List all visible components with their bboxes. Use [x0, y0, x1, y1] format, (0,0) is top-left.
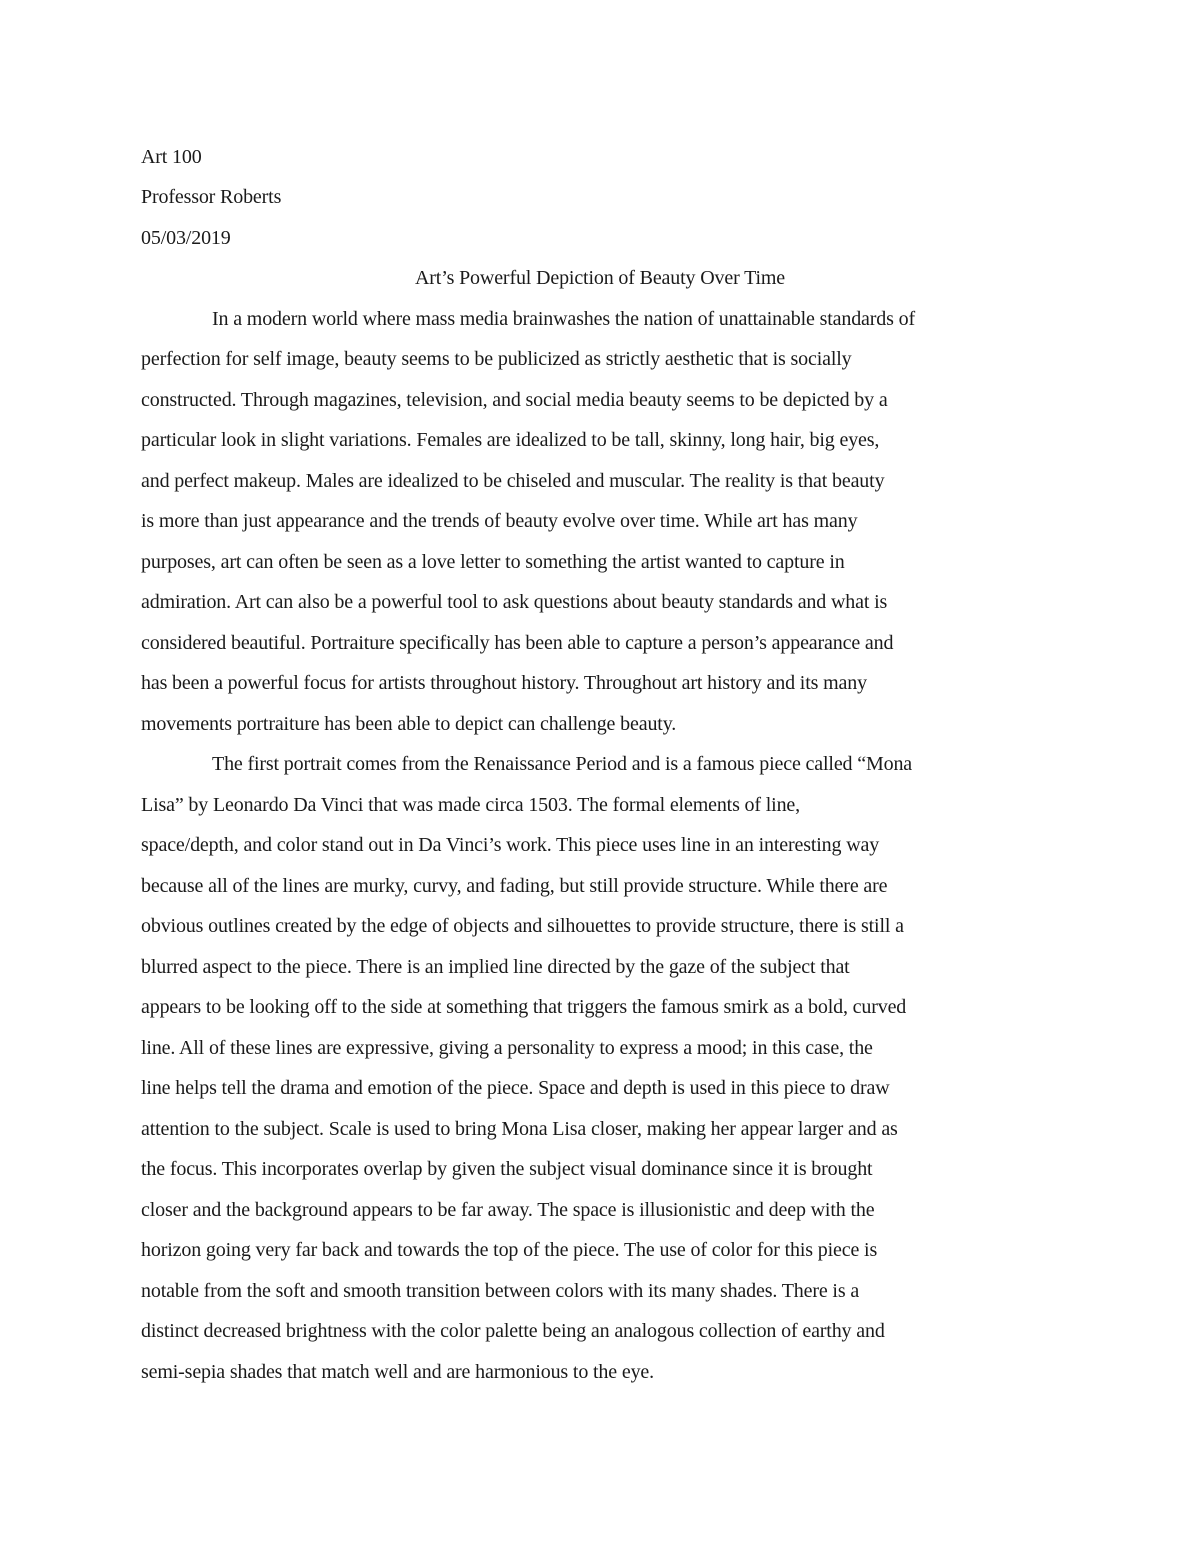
paragraph-line: distinct decreased brightness with the color palette being an analogous collection of earthy and [141, 1320, 885, 1342]
course-line: Art 100 [141, 146, 202, 168]
paragraph-line: notable from the soft and smooth transition between colors with its many shades. There is a [141, 1280, 860, 1302]
paragraph-line: blurred aspect to the piece. There is an implied line directed by the gaze of the subject that [141, 956, 850, 978]
paragraph-line: considered beautiful. Portraiture specifically has been able to capture a person’s appearance and [141, 632, 894, 654]
date-line: 05/03/2019 [141, 227, 231, 249]
paragraph-line: purposes, art can often be seen as a love letter to something the artist wanted to capture in [141, 551, 845, 573]
paragraph-line: space/depth, and color stand out in Da Vinci’s work. This piece uses line in an interesting way [141, 834, 880, 856]
paragraph-line: perfection for self image, beauty seems to be publicized as strictly aesthetic that is socially [141, 348, 852, 370]
paragraph-line: admiration. Art can also be a powerful tool to ask questions about beauty standards and what is [141, 591, 888, 613]
paragraph-line: attention to the subject. Scale is used to bring Mona Lisa closer, making her appear larger and as [141, 1118, 898, 1140]
paragraph-line: movements portraiture has been able to depict can challenge beauty. [141, 713, 677, 735]
professor-line: Professor Roberts [141, 186, 282, 208]
paragraph-line: appears to be looking off to the side at something that triggers the famous smirk as a bold, curved [141, 996, 907, 1018]
paragraph-line: In a modern world where mass media brainwashes the nation of unattainable standards of [212, 308, 915, 330]
paragraph-line: is more than just appearance and the trends of beauty evolve over time. While art has many [141, 510, 858, 532]
paragraph-line: The first portrait comes from the Renaissance Period and is a famous piece called “Mona [212, 753, 913, 775]
paragraph-line: semi-sepia shades that match well and are harmonious to the eye. [141, 1361, 655, 1383]
paragraph-line: because all of the lines are murky, curvy, and fading, but still provide structure. While there are [141, 875, 888, 897]
paragraph-line: the focus. This incorporates overlap by given the subject visual dominance since it is brought [141, 1158, 873, 1180]
paragraph-line: particular look in slight variations. Females are idealized to be tall, skinny, long hair, big eyes, [141, 429, 880, 451]
paragraph-line: horizon going very far back and towards the top of the piece. The use of color for this piece is [141, 1239, 878, 1261]
paragraph-line: line. All of these lines are expressive, giving a personality to express a mood; in this case, the [141, 1037, 873, 1059]
paragraph-line: and perfect makeup. Males are idealized to be chiseled and muscular. The reality is that beauty [141, 470, 885, 492]
paragraph-line: Lisa” by Leonardo Da Vinci that was made circa 1503. The formal elements of line, [141, 794, 801, 816]
paragraph-line: line helps tell the drama and emotion of the piece. Space and depth is used in this piece to draw [141, 1077, 890, 1099]
paragraph-line: constructed. Through magazines, television, and social media beauty seems to be depicted by a [141, 389, 888, 411]
essay-title: Art’s Powerful Depiction of Beauty Over Time [414, 267, 786, 289]
paragraph-line: has been a powerful focus for artists throughout history. Throughout art history and its many [141, 672, 867, 694]
paragraph-line: closer and the background appears to be far away. The space is illusionistic and deep with the [141, 1199, 875, 1221]
paragraph-line: obvious outlines created by the edge of objects and silhouettes to provide structure, there is still a [141, 915, 904, 937]
